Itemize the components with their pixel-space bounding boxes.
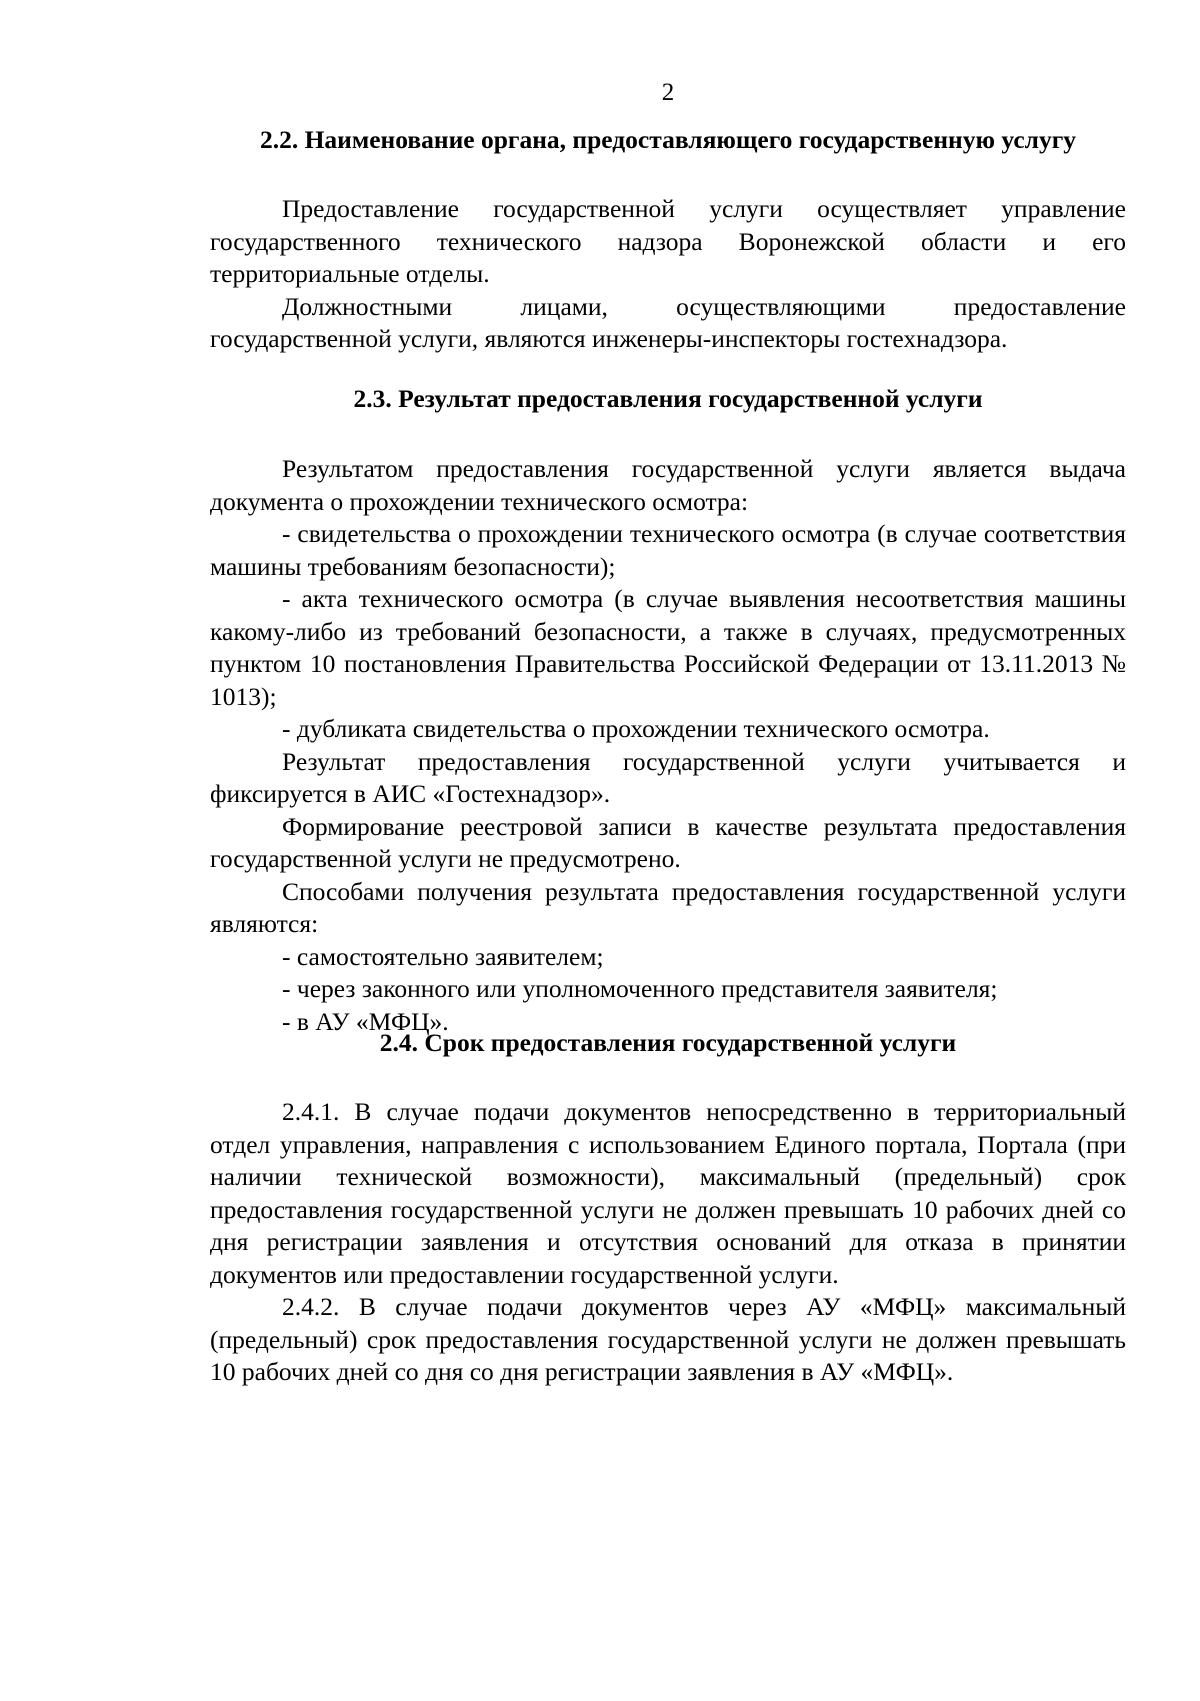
paragraph: 2.4.2. В случае подачи документов через АУ «МФЦ» максимальный (предельный) срок предоставления государственной услуги не должен превышать 10 рабочих дней со дня со дня регистрации заявления в АУ «МФЦ».	[210, 1292, 1126, 1386]
list-item: - самостоятельно заявителем;	[282, 941, 604, 971]
list-item: - через законного или уполномоченного представителя заявителя;	[282, 974, 998, 1003]
section-body-2-2	[210, 193, 1126, 356]
paragraph: Результатом предоставления государственной услуги является выдача документа о прохождении технического осмотра:	[210, 454, 1126, 516]
list-item: - в АУ «МФЦ».	[282, 1006, 449, 1036]
paragraph: Формирование реестровой записи в качестве результата предоставления государственной услуги не предусмотрено.	[210, 811, 1126, 873]
list-item: - дубликата свидетельства о прохождении технического осмотра.	[282, 714, 990, 743]
section-heading-2-2: 2.2. Наименование органа, предоставляющего государственную услугу	[259, 125, 1077, 154]
section-body-2-4	[210, 1096, 1126, 1389]
section-heading-2-4: 2.4. Срок предоставления государственной услуги	[379, 1028, 957, 1057]
paragraph: Должностными лицами, осуществляющими предоставление государственной услуги, являются инженеры-инспекторы гостехнадзора.	[210, 291, 1126, 353]
section-heading-2-3: 2.3. Результат предоставления государственной услуги	[353, 384, 983, 413]
paragraph: Способами получения результата предоставления государственной услуги являются:	[210, 876, 1126, 938]
paragraph: Результат предоставления государственной услуги учитывается и фиксируется в АИС «Гостехнадзор».	[210, 746, 1126, 808]
paragraph: 2.4.1. В случае подачи документов непосредственно в территориальный отдел управления, направления с использованием Единого портала, Портала (при наличии технической возможности), максимальный (предельный) срок предоставления государственной услуги не должен превышать 10 рабочих дней со дня регистрации заявления и отсутствия оснований для отказа в принятии документов или предоставлении государственной услуги.	[210, 1097, 1126, 1289]
section-body-2-3	[210, 453, 1126, 1038]
paragraph: Предоставление государственной услуги осуществляет управление государственного технического надзора Воронежской области и его территориальные отделы.	[210, 194, 1126, 288]
list-item: - акта технического осмотра (в случае выявления несоответствия машины какому-либо из требований безопасности, а также в случаях, предусмотренных пунктом 10 постановления Правительства Российской Федерации от 13.11.2013 № 1013);	[210, 584, 1126, 711]
page-number: 2	[661, 79, 675, 106]
list-item: - свидетельства о прохождении технического осмотра (в случае соответствия машины требованиям безопасности);	[210, 519, 1126, 581]
